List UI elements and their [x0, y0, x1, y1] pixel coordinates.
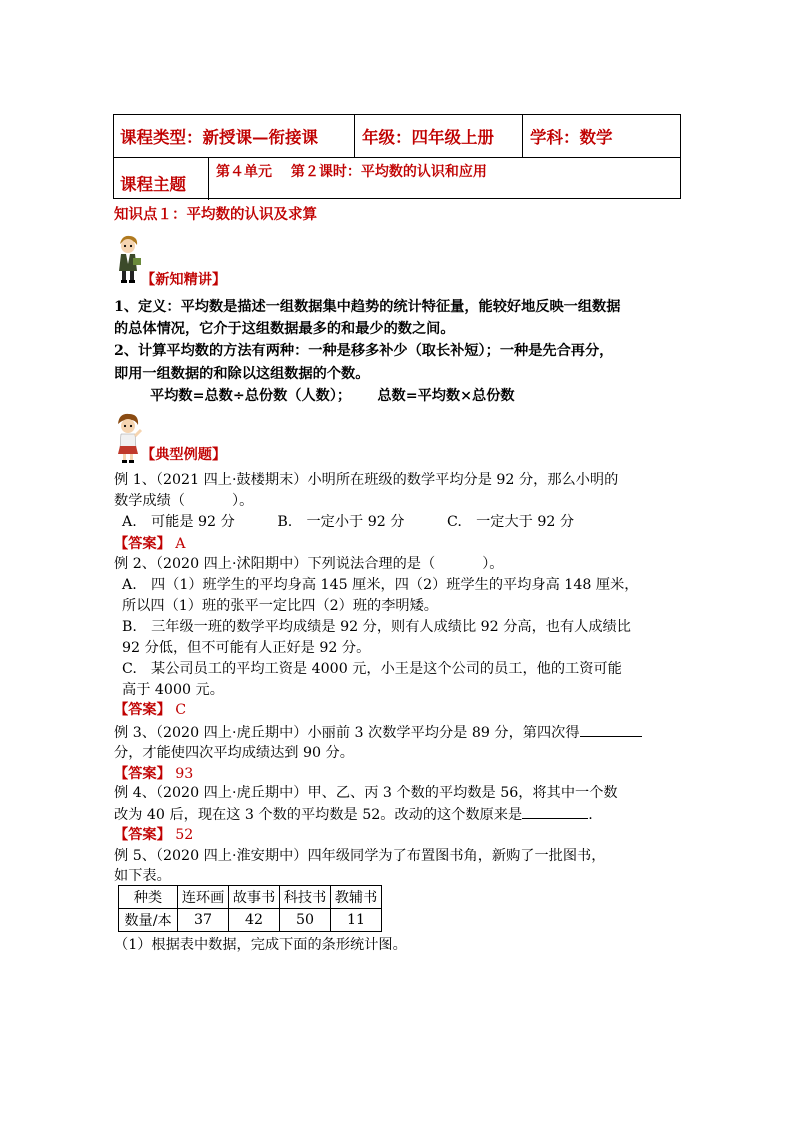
example-3-answer	[114, 764, 193, 784]
example-4-line-1: 例 4、（2020 四上·虎丘期中）甲、乙、丙 3 个数的平均数是 56，将其中一个数	[114, 785, 618, 801]
course-header-table	[113, 114, 681, 199]
definition-line-2: 的总体情况，它介于这组数据最多的和最少的数之间。	[114, 321, 455, 337]
formula-line: 平均数=总数÷总份数（人数）； 总数=平均数×总份数	[150, 388, 515, 404]
theme-label: 课程主题	[120, 174, 186, 194]
answer-tag: 【答案】	[114, 766, 171, 782]
table-cell: 42	[229, 909, 280, 932]
example-5-line-1: 例 5、（2020 四上·淮安期中）四年级同学为了布置图书角，新购了一批图书，	[114, 848, 606, 864]
table-header-cell: 科技书	[280, 886, 331, 909]
answer-value: C	[175, 702, 187, 718]
example-1-answer	[114, 534, 186, 554]
example-2-answer	[114, 700, 186, 720]
method-line-1: 2、计算平均数的方法有两种：一种是移多补少（取长补短）；一种是先合再分，	[114, 343, 614, 359]
course-type: 课程类型：新授课—衔接课	[120, 128, 318, 147]
answer-value: 93	[175, 766, 194, 782]
example-3-text: 例 3、（2020 四上·虎丘期中）小丽前 3 次数学平均分是 89 分，第四次得	[114, 725, 580, 741]
answer-blank[interactable]	[580, 722, 642, 737]
grade: 年级：四年级上册	[362, 128, 494, 147]
example-2-option-c-1: C. 某公司员工的平均工资是 4000 元，小王是这个公司的员工，他的工资可能	[122, 661, 622, 677]
table-cell: 37	[178, 909, 229, 932]
answer-tag: 【答案】	[114, 827, 171, 843]
table-header-row	[119, 886, 382, 909]
table-header-cell: 教辅书	[331, 886, 382, 909]
example-4-text: 改为 40 后，现在这 3 个数的平均数是 52。改动的这个数原来是	[114, 807, 523, 823]
book-count-table	[118, 885, 382, 932]
section-title: 知识点１：平均数的认识及求算	[114, 206, 317, 223]
answer-tag: 【答案】	[114, 702, 171, 718]
method-line-2: 即用一组数据的和除以这组数据的个数。	[114, 366, 370, 382]
table-cell: 数量/本	[119, 909, 178, 932]
example-1-line-1: 例 1、（2021 四上·鼓楼期末）小明所在班级的数学平均分是 92 分，那么小明的	[114, 472, 619, 488]
example-4-answer	[114, 825, 193, 845]
table-row	[119, 909, 382, 932]
header-divider	[354, 115, 355, 157]
example-3-line-1	[114, 722, 642, 743]
example-1-line-2: 数学成绩（ ）。	[114, 493, 254, 509]
example-1-options: A. 可能是 92 分 B. 一定小于 92 分 C. 一定大于 92 分	[122, 514, 575, 530]
table-cell: 11	[331, 909, 382, 932]
subject: 学科：数学	[530, 128, 613, 147]
example-3-line-2: 分，才能使四次平均成绩达到 90 分。	[114, 745, 354, 761]
student-figure-icon	[113, 412, 143, 464]
header-divider	[522, 115, 523, 157]
header-divider	[208, 157, 209, 200]
example-5-question-1: （1）根据表中数据，完成下面的条形统计图。	[114, 937, 407, 953]
example-5-line-2: 如下表。	[114, 868, 171, 884]
example-4-period: .	[588, 807, 593, 823]
examples-heading: 【典型例题】	[141, 447, 227, 463]
example-2-option-a-1: A. 四（1）班学生的平均身高 145 厘米，四（2）班学生的平均身高 148 厘米，	[122, 577, 639, 593]
table-header-cell: 种类	[119, 886, 178, 909]
answer-value: 52	[175, 827, 194, 843]
answer-tag: 【答案】	[114, 536, 171, 552]
example-2-option-a-2: 所以四（1）班的张平一定比四（2）班的李明矮。	[122, 598, 438, 614]
example-2-option-c-2: 高于 4000 元。	[122, 682, 224, 698]
theme-value: 第４单元 第２课时：平均数的认识和应用	[216, 164, 487, 180]
answer-value: A	[175, 536, 186, 552]
example-4-line-2	[114, 804, 593, 825]
example-2-option-b-1: B. 三年级一班的数学平均成绩是 92 分，则有人成绩比 92 分高，也有人成绩比	[122, 619, 631, 635]
example-2-line-1: 例 2、（2020 四上·沭阳期中）下列说法合理的是（ ）。	[114, 556, 504, 572]
table-header-cell: 故事书	[229, 886, 280, 909]
table-cell: 50	[280, 909, 331, 932]
example-2-option-b-2: 92 分低，但不可能有人正好是 92 分。	[122, 640, 371, 656]
teacher-figure-icon	[113, 234, 143, 284]
table-header-cell: 连环画	[178, 886, 229, 909]
answer-blank[interactable]	[522, 804, 588, 819]
new-knowledge-heading: 【新知精讲】	[141, 272, 227, 288]
definition-line-1: 1、定义：平均数是描述一组数据集中趋势的统计特征量，能较好地反映一组数据	[114, 299, 621, 315]
